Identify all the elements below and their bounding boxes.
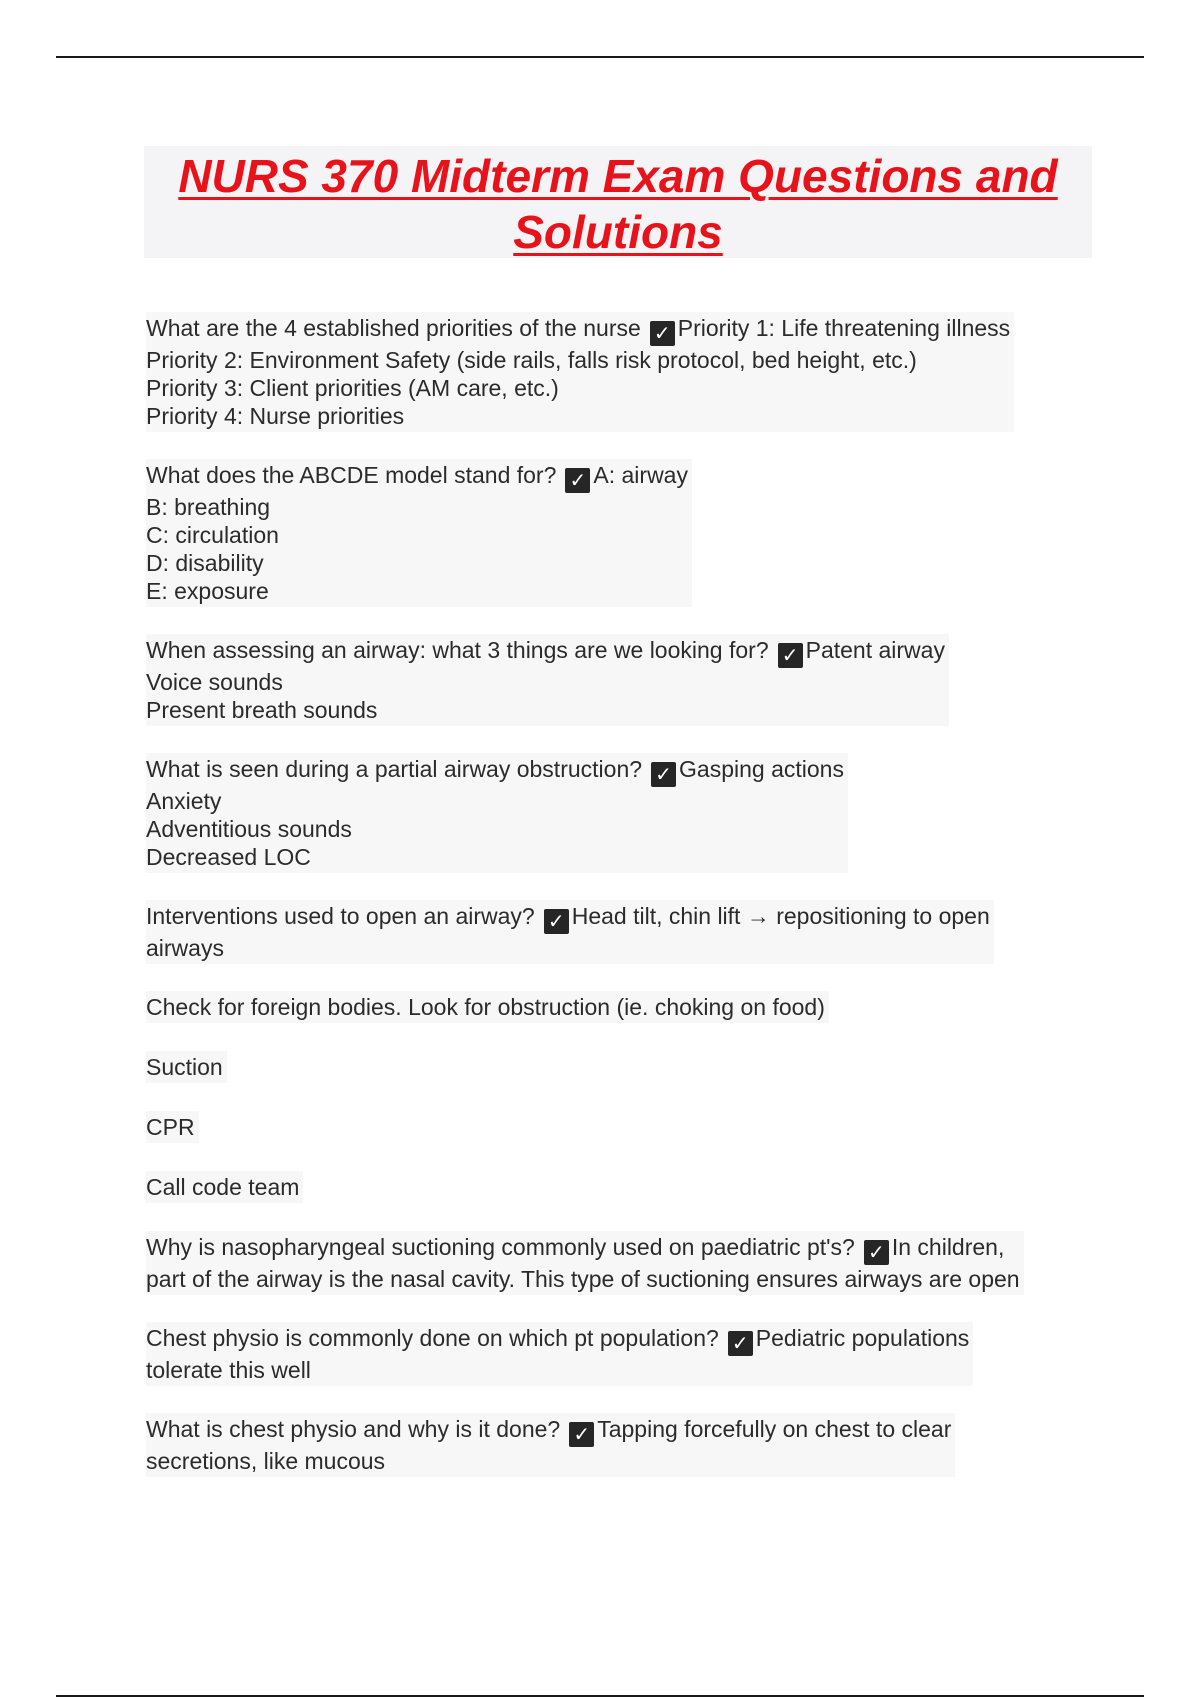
qa-item [146, 753, 848, 873]
checkmark-icon: ✓ [651, 762, 676, 787]
question-text: What is chest physio and why is it done? [146, 1416, 561, 1442]
answer-line: A: airway [593, 462, 688, 488]
answer-line: Adventitious sounds [146, 816, 352, 842]
checkmark-icon: ✓ [650, 321, 675, 346]
checkmark-icon: ✓ [569, 1422, 594, 1447]
answer-line: Priority 3: Client priorities (AM care, etc.) [146, 375, 559, 401]
checkmark-icon: ✓ [864, 1240, 889, 1265]
question-text: What is seen during a partial airway obstruction? [146, 756, 643, 782]
title-line-2: Solutions [513, 206, 723, 258]
answer-line: Priority 4: Nurse priorities [146, 403, 405, 429]
answer-line: Gasping actions [679, 756, 844, 782]
qa-item [146, 900, 994, 964]
answer-line: Present breath sounds [146, 697, 378, 723]
answer-line: secretions, like mucous [146, 1448, 386, 1474]
answer-line: Decreased LOC [146, 844, 311, 870]
checkmark-icon: ✓ [778, 643, 803, 668]
title-block [144, 146, 1092, 258]
answer-line: B: breathing [146, 494, 271, 520]
answer-line: tolerate this well [146, 1357, 311, 1383]
answer-paragraph: Suction [146, 1051, 227, 1083]
qa-item [146, 312, 1014, 432]
question-text: When assessing an airway: what 3 things are we looking for? [146, 637, 769, 663]
answer-line: airways [146, 935, 224, 961]
checkmark-icon: ✓ [544, 909, 569, 934]
qa-item [146, 1322, 973, 1386]
answer-line: D: disability [146, 550, 264, 576]
answer-line: Voice sounds [146, 669, 283, 695]
answer-line: In children, [891, 1234, 1005, 1260]
header-rule [56, 56, 1144, 58]
question-text: Chest physio is commonly done on which pt population? [146, 1325, 719, 1351]
answer-line: C: circulation [146, 522, 279, 548]
qa-list [146, 312, 1086, 1504]
qa-item [146, 1231, 1024, 1295]
answer-paragraph: Call code team [146, 1171, 303, 1203]
checkmark-icon: ✓ [728, 1331, 753, 1356]
answer-line: E: exposure [146, 578, 269, 604]
document-title [144, 146, 1092, 260]
answer-line: Anxiety [146, 788, 222, 814]
question-text: Interventions used to open an airway? [146, 903, 535, 929]
answer-paragraph: Check for foreign bodies. Look for obstruction (ie. choking on food) [146, 991, 829, 1023]
qa-item [146, 1413, 955, 1477]
answer-line: Priority 2: Environment Safety (side rails, falls risk protocol, bed height, etc.) [146, 347, 917, 373]
answer-line: Tapping forcefully on chest to clear [597, 1416, 952, 1442]
checkmark-icon: ✓ [565, 468, 590, 493]
answer-line: Patent airway [805, 637, 945, 663]
qa-item [146, 634, 949, 726]
answer-line: Pediatric populations [755, 1325, 970, 1351]
title-line-1: NURS 370 Midterm Exam Questions and [178, 150, 1058, 202]
qa-item [146, 459, 692, 607]
answer-line: Priority 1: Life threatening illness [677, 315, 1011, 341]
question-text: What does the ABCDE model stand for? [146, 462, 557, 488]
footer-rule [56, 1695, 1144, 1697]
answer-line: part of the airway is the nasal cavity. This type of suctioning ensures airways are open [146, 1266, 1020, 1292]
question-text: What are the 4 established priorities of the nurse [146, 315, 641, 341]
answer-line: Head tilt, chin lift → repositioning to open [571, 903, 990, 929]
answer-paragraph: CPR [146, 1111, 199, 1143]
question-text: Why is nasopharyngeal suctioning commonly used on paediatric pt's? [146, 1234, 855, 1260]
